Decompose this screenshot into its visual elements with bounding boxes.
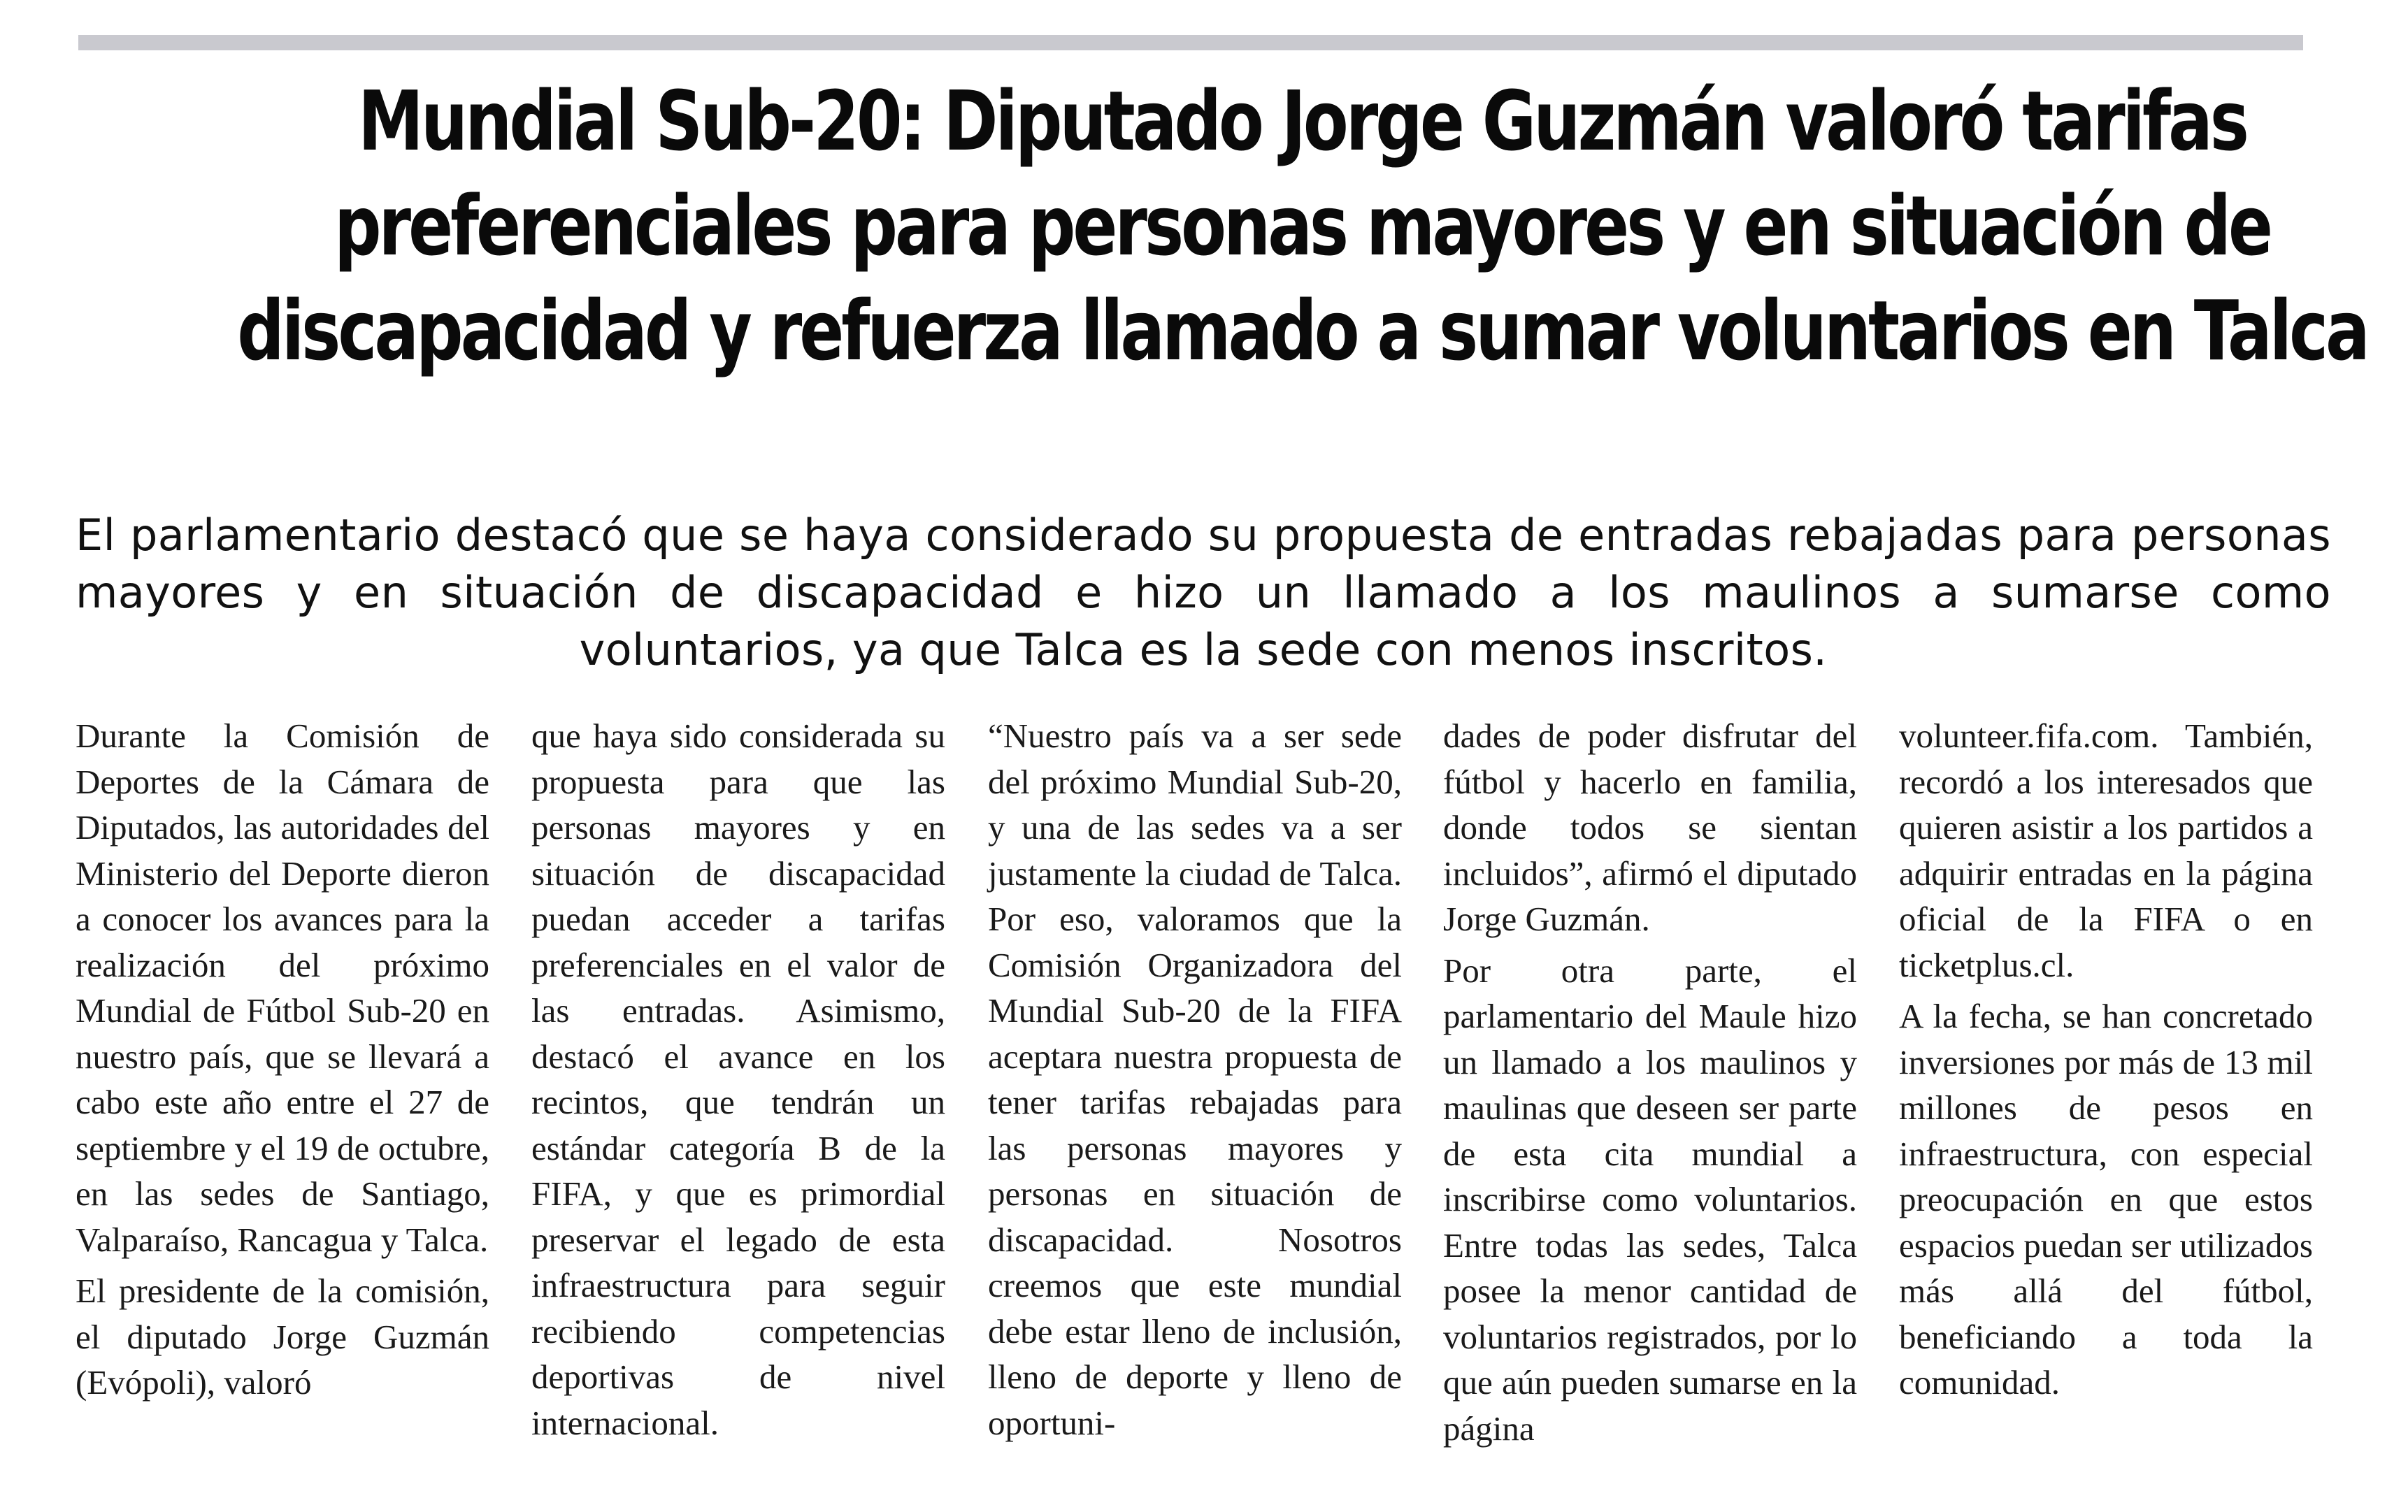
body-column-3: [988, 713, 1402, 1451]
body-paragraph: Por otra parte, el parlamentario del Maule hizo un llamado a los maulinos y maulinas que deseen ser parte de esta cita mundial a inscribirse como voluntarios. Entre todas las sedes, Talca posee la menor cantidad de voluntarios registrados, por lo que aún pueden sumarse en la página: [1443, 951, 1857, 1448]
body-paragraph: “Nuestro país va a ser sede del próximo Mundial Sub-20, y una de las sedes va a ser justamente la ciudad de Talca. Por eso, valoramos que la Comisión Organizadora del Mundial Sub-20 de la FIFA aceptara nuestra propuesta de tener tarifas rebajadas para las personas mayores y personas en situación de discapacidad. Nosotros creemos que este mundial debe estar lleno de inclusión, lleno de deporte y lleno de oportuni-: [988, 717, 1402, 1442]
article-headline: Mundial Sub-20: Diputado Jorge Guzmán valoró tarifas preferenciales para personas mayores y en situación de discapacidad y refuerza llamado a sumar voluntarios en Talca: [237, 73, 2367, 379]
body-paragraph: El presidente de la comisión, el diputado Jorge Guzmán (Evópoli), valoró: [76, 1272, 489, 1402]
body-column-2: [531, 713, 945, 1451]
top-divider-rule: [78, 35, 2303, 50]
body-paragraph: que haya sido considerada su propuesta para que las personas mayores y en situación de discapacidad puedan acceder a tarifas preferenciales en el valor de las entradas. Asimismo, destacó el avance en los recintos, que tendrán un estándar categoría B de la FIFA, y que es primordial preservar el legado de esta infraestructura para seguir recibiendo competencias deportivas de nivel internacional.: [531, 717, 945, 1442]
body-column-1: [76, 713, 489, 1411]
body-paragraph: dades de poder disfrutar del fútbol y hacerlo en familia, donde todos se sientan incluidos”, afirmó el diputado Jorge Guzmán.: [1443, 717, 1857, 938]
body-paragraph: volunteer.fifa.com. También, recordó a los interesados que quieren asistir a los partidos a adquirir entradas en la página oficial de la FIFA o en ticketplus.cl.: [1899, 717, 2313, 984]
body-column-5: [1899, 713, 2313, 1411]
body-paragraph: Durante la Comisión de Deportes de la Cámara de Diputados, las autoridades del Ministerio del Deporte dieron a conocer los avances para la realización del próximo Mundial de Fútbol Sub-20 en nuestro país, que se llevará a cabo este año entre el 27 de septiembre y el 19 de octubre, en las sedes de Santiago, Valparaíso, Rancagua y Talca.: [76, 717, 489, 1259]
article-deck: El parlamentario destacó que se haya considerado su propuesta de entradas rebajadas para personas mayores y en situación de discapacidad e hizo un llamado a los maulinos a sumarse como voluntarios, ya que Talca es la sede con menos inscritos.: [76, 510, 2331, 675]
body-paragraph: A la fecha, se han concretado inversiones por más de 13 mil millones de pesos en infraestructura, con especial preocupación en que estos espacios puedan ser utilizados más allá del fútbol, beneficiando a toda la comunidad.: [1899, 997, 2313, 1402]
article-body: [76, 713, 2332, 1482]
body-column-4: [1443, 713, 1857, 1457]
